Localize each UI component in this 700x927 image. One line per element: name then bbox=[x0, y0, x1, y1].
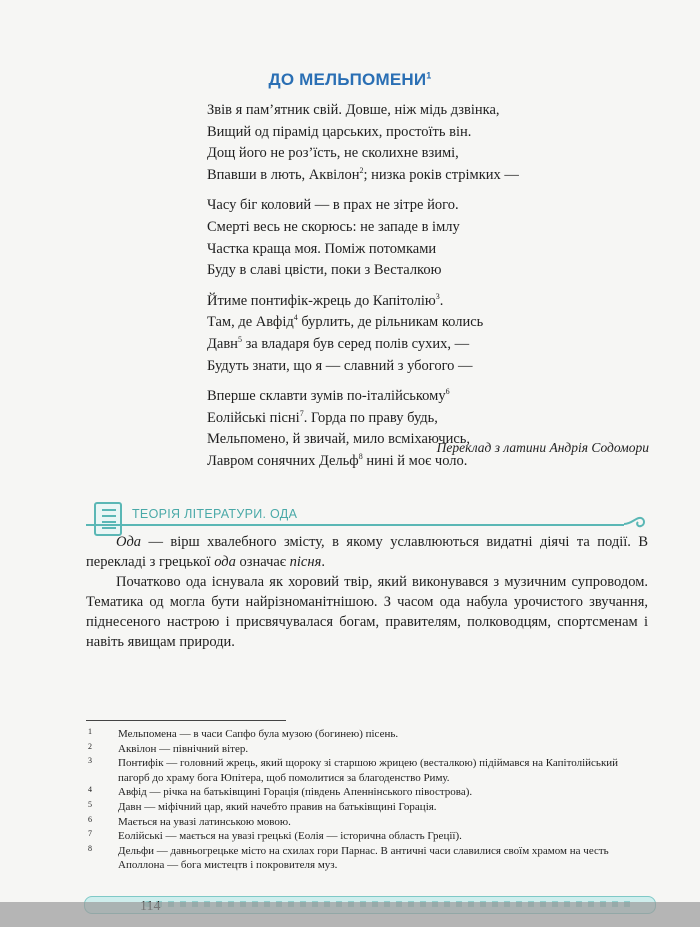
poem-line: Частка краща моя. Поміж потомками bbox=[207, 240, 437, 257]
poem-line: Вперше склавти зумів по-італійському$^6$ bbox=[207, 387, 450, 405]
stanza bbox=[207, 386, 627, 472]
poem-line: Впавши в лють, Аквілон$^2$; низка років стрімких — bbox=[207, 165, 519, 183]
poem-line: Вищий од пірамід царських, простоїть він. bbox=[207, 123, 472, 140]
poem bbox=[207, 100, 627, 482]
footnote: 2 Аквілон — північний вітер. bbox=[88, 741, 249, 755]
poem-line: Будуть знати, що я — славний з убогого — bbox=[207, 357, 473, 374]
footnote: 7 Еолійські — мається на увазі грецькі (Еолія — історична область Греції). bbox=[88, 829, 462, 843]
poem-line: Еолійські пісні$^7$. Горда по праву будь, bbox=[207, 408, 438, 426]
ornament-icon bbox=[624, 515, 646, 531]
translation-credit: Переклад з латини Андрія Содомори bbox=[436, 440, 649, 455]
poem-line: Дощ його не роз’їсть, не сколихне взимі, bbox=[207, 145, 459, 162]
footnote: 1 Мельпомена — в часи Сапфо була музою (богинею) пісень. bbox=[88, 727, 399, 740]
divider bbox=[86, 524, 624, 526]
stanza bbox=[207, 291, 627, 377]
poem-line: Буду в славі цвісти, поки з Весталкою bbox=[207, 262, 442, 279]
poem-title: ДО МЕЛЬПОМЕНИ$^1$ bbox=[268, 70, 432, 89]
poem-line: Мельпомено, й звичай, мило всміхаючись, bbox=[207, 431, 470, 448]
theory-label: ТЕОРІЯ ЛІТЕРАТУРИ. ОДА bbox=[132, 507, 298, 521]
poem-line: Там, де Авфід$^4$ бурлить, де рільникам колись bbox=[207, 313, 484, 331]
poem-line: Йтиме понтифік-жрець до Капітолію$^3$. bbox=[207, 291, 444, 309]
poem-line: Смерті весь не скорюсь: не западе в імлу bbox=[207, 218, 460, 235]
footnote: 6 Мається на увазі латинською мовою. bbox=[88, 814, 291, 828]
poem-line: Лавром сонячних Дельф$^8$ нині й моє чоло. bbox=[207, 452, 468, 469]
poem-line: Звів я пам’ятник свій. Довше, ніж мідь дзвінка, bbox=[207, 102, 500, 118]
poem-line: Часу біг коловий — в прах не зітре його. bbox=[207, 197, 459, 214]
footnote-divider bbox=[86, 720, 286, 721]
book-icon bbox=[94, 502, 122, 536]
paragraph: Ода — вірш хвалебного змісту, в якому уславлюються видатні діячі та події. В перекладі з грецької ода означає пісня. bbox=[86, 534, 648, 570]
stanza bbox=[207, 100, 627, 186]
footnote: 5 Давн — міфічний цар, який начебто правив на батьківщині Горація. bbox=[88, 799, 437, 813]
footnote: 4 Авфід — річка на батьківщині Горація (південь Апеннінського півострова). bbox=[88, 785, 473, 799]
scan-edge bbox=[0, 902, 700, 927]
footnote: 3 Понтифік — головний жрець, який щороку зі старшою жрицею (весталкою) підіймався на Капітолійський пагорб до храму бога Юпітера, щоб помолитися за благоденство Риму. bbox=[88, 756, 619, 784]
poem-line: Давн$^5$ за владаря був серед полів сухих, — bbox=[207, 335, 470, 352]
paragraph: Початково ода існувала як хоровий твір, який виконувався з музичним супроводом. Тематика од могла бути найрізноманітнішою. З часом ода набула урочистого звучання, піднесеного настрою і присвячувалася богам, правителям, полководцям, спортсменам і навіть явищам природи. bbox=[86, 574, 648, 650]
footnotes bbox=[86, 727, 648, 873]
theory-text bbox=[86, 532, 648, 652]
stanza bbox=[207, 195, 627, 281]
footnote: 8 Дельфи — давньогрецьке місто на схилах гори Парнас. В античні часи славилися своїм храмом на честь Аполлона — бога мистецтв і покровителя муз. bbox=[88, 843, 609, 872]
